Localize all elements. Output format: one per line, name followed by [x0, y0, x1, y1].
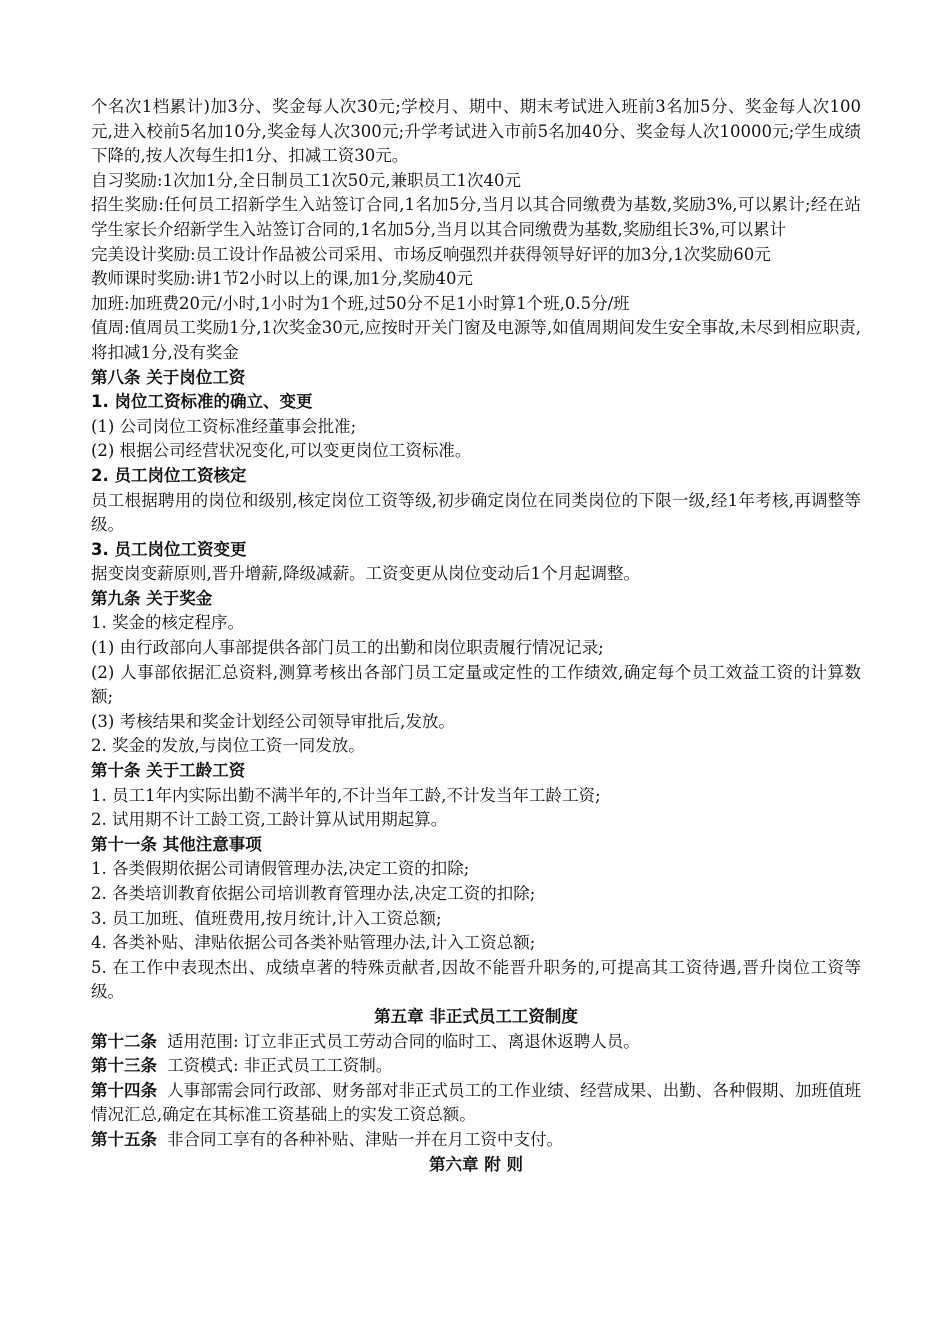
section-heading: 第九条 关于奖金 — [91, 588, 213, 608]
chapter-title: 第六章 附 则 — [429, 1154, 523, 1174]
article-paragraph — [91, 1079, 861, 1128]
body-paragraph: 值周:值周员工奖励1分,1次奖金30元,应按时开关门窗及电源等,如值周期间发生安全事故,未尽到相应职责,将扣减1分,没有奖金 — [91, 318, 861, 362]
body-paragraph: 个名次1档累计)加3分、奖金每人次30元;学校月、期中、期末考试进入班前3名加5分、奖金每人次100元,进入校前5名加10分,奖金每人次300元;升学考试进入市前5名加40分、奖金每人次10000元;学生成绩下降的,按人次每生扣1分、扣减工资30元。 — [91, 97, 861, 166]
body-paragraph: 2. 试用期不计工龄工资,工龄计算从试用期起算。 — [91, 810, 448, 830]
section-heading: 第十条 关于工龄工资 — [91, 761, 246, 781]
article-text: 工资模式: 非正式员工工资制。 — [167, 1056, 393, 1076]
article-paragraph — [91, 1054, 861, 1079]
section-heading: 3. 员工岗位工资变更 — [91, 539, 247, 559]
article-text: 非合同工享有的各种补贴、津贴一并在月工资中支付。 — [167, 1129, 563, 1149]
body-paragraph: 教师课时奖励:讲1节2小时以上的课,加1分,奖励40元 — [91, 269, 474, 289]
section-heading: 2. 员工岗位工资核定 — [91, 465, 247, 485]
body-paragraph: 自习奖励:1次加1分,全日制员工1次50元,兼职员工1次40元 — [91, 170, 522, 190]
article-label: 第十三条 — [91, 1056, 157, 1076]
body-paragraph: (2) 人事部依据汇总资料,测算考核出各部门员工定量或定性的工作绩效,确定每个员工效益工资的计算数额; — [91, 662, 861, 707]
article-paragraph — [91, 1030, 861, 1055]
body-paragraph: 2. 各类培训教育依据公司培训教育管理办法,决定工资的扣除; — [91, 884, 536, 903]
body-paragraph: 3. 员工加班、值班费用,按月统计,计入工资总额; — [91, 908, 442, 928]
article-label: 第十五条 — [91, 1129, 157, 1149]
body-paragraph: 1. 各类假期依据公司请假管理办法,决定工资的扣除; — [91, 859, 470, 879]
body-paragraph: (1) 公司岗位工资标准经董事会批准; — [91, 416, 357, 436]
body-paragraph: 1. 员工1年内实际出勤不满半年的,不计当年工龄,不计发当年工龄工资; — [91, 785, 601, 805]
body-paragraph: 2. 奖金的发放,与岗位工资一同发放。 — [91, 736, 365, 756]
body-paragraph: 完美设计奖励:员工设计作品被公司采用、市场反响强烈并获得领导好评的加3分,1次奖励60元 — [91, 244, 771, 264]
body-paragraph: 招生奖励:任何员工招新学生入站签订合同,1名加5分,当月以其合同缴费为基数,奖励3%,可以累计;经在站学生家长介绍新学生入站签订合同的,1名加5分,当月以其合同缴费为基数,奖励组长3%,可以累计 — [91, 195, 861, 239]
article-paragraph — [91, 1128, 861, 1153]
chapter-title: 第五章 非正式员工工资制度 — [374, 1006, 578, 1026]
body-paragraph: 据变岗变薪原则,晋升增薪,降级减薪。工资变更从岗位变动后1个月起调整。 — [91, 564, 640, 584]
body-paragraph: (3) 考核结果和奖金计划经公司领导审批后,发放。 — [91, 711, 455, 731]
body-paragraph: 5. 在工作中表现杰出、成绩卓著的特殊贡献者,因故不能晋升职务的,可提高其工资待遇,晋升岗位工资等级。 — [91, 957, 861, 1002]
body-paragraph: 4. 各类补贴、津贴依据公司各类补贴管理办法,计入工资总额; — [91, 933, 536, 953]
document-body — [91, 95, 861, 1177]
section-heading: 第十一条 其他注意事项 — [91, 834, 262, 854]
body-paragraph: 加班:加班费20元/小时,1小时为1个班,过50分不足1小时算1个班,0.5分/班 — [91, 293, 630, 313]
article-label: 第十四条 — [91, 1080, 158, 1100]
section-heading: 第八条 关于岗位工资 — [91, 367, 246, 387]
body-paragraph: (2) 根据公司经营状况变化,可以变更岗位工资标准。 — [91, 441, 472, 461]
body-paragraph: (1) 由行政部向人事部提供各部门员工的出勤和岗位职责履行情况记录; — [91, 638, 604, 658]
article-text: 适用范围: 订立非正式员工劳动合同的临时工、离退休返聘人员。 — [167, 1031, 640, 1051]
body-paragraph: 1. 奖金的核定程序。 — [91, 613, 244, 633]
article-label: 第十二条 — [91, 1031, 157, 1051]
article-text: 人事部需会同行政部、财务部对非正式员工的工作业绩、经营成果、出勤、各种假期、加班值班情况汇总,确定在其标准工资基础上的实发工资总额。 — [91, 1080, 862, 1125]
body-paragraph: 员工根据聘用的岗位和级别,核定岗位工资等级,初步确定岗位在同类岗位的下限一级,经1年考核,再调整等级。 — [91, 490, 861, 535]
section-heading: 1. 岗位工资标准的确立、变更 — [91, 392, 313, 412]
